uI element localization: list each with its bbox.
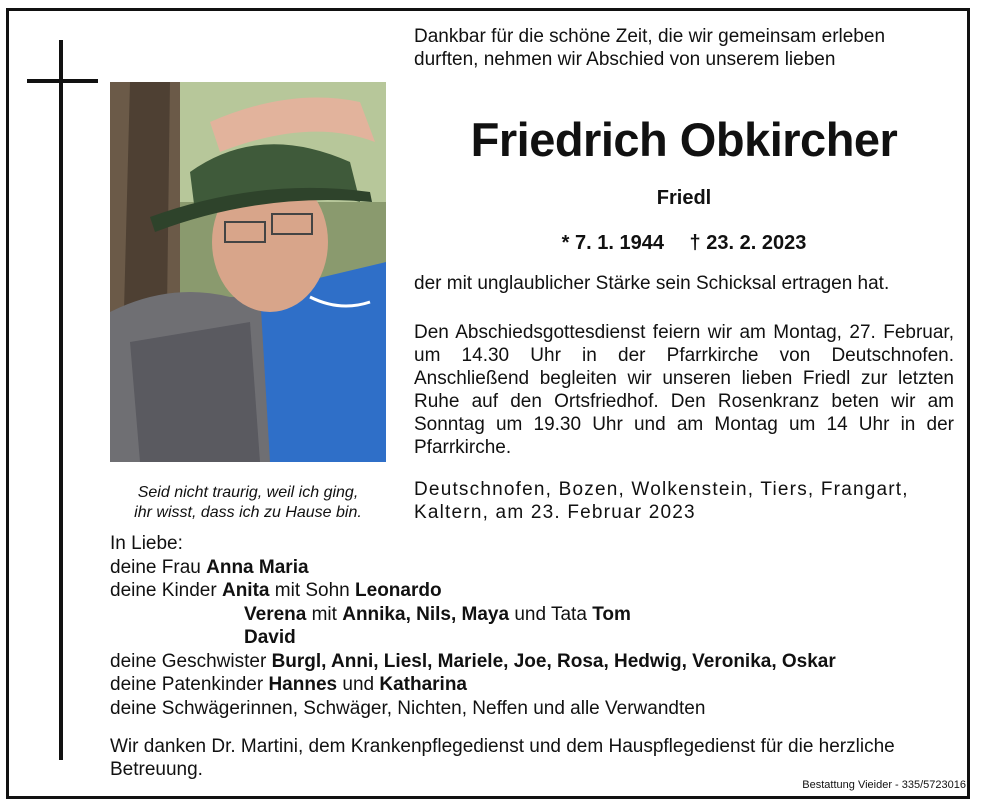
nickname: Friedl bbox=[656, 187, 712, 209]
family-row: deine Frau Anna Maria bbox=[110, 556, 309, 578]
cross-icon bbox=[59, 40, 63, 760]
family-row: deine Patenkinder Hannes und Katharina bbox=[110, 674, 467, 695]
quote-line: ihr wisst, dass ich zu Hause bin. bbox=[134, 504, 362, 521]
family-row: Verena mit Annika, Nils, Maya und Tata Tom bbox=[244, 603, 631, 625]
family-row: deine Schwägerinnen, Schwäger, Nichten, Neffen und alle Verwandten bbox=[110, 697, 706, 719]
family-row: deine Kinder Anita mit Sohn Leonardo bbox=[110, 580, 442, 601]
family-row: deine Geschwister Burgl, Anni, Liesl, Mariele, Joe, Rosa, Hedwig, Veronika, Oskar bbox=[110, 650, 836, 672]
family-heading: In Liebe: bbox=[110, 533, 183, 554]
family-list bbox=[110, 532, 960, 720]
life-dates bbox=[414, 231, 954, 255]
places-date: Deutschnofen, Bozen, Wolkenstein, Tiers, Frangart, Kaltern, am 23. Februar 2023 bbox=[414, 479, 909, 523]
cross-icon-bar bbox=[27, 79, 98, 83]
death-date: † 23. 2. 2023 bbox=[689, 232, 807, 254]
quote-line: Seid nicht traurig, weil ich ging, bbox=[137, 484, 359, 501]
deceased-name: Friedrich Obkircher bbox=[470, 113, 898, 166]
portrait-photo bbox=[110, 82, 386, 462]
thanks-text: Wir danken Dr. Martini, dem Krankenpflegedienst und dem Hauspflegedienst für die herzliche Betreuung. bbox=[110, 736, 895, 780]
tribute-text: der mit unglaublicher Stärke sein Schicksal ertragen hat. bbox=[414, 273, 890, 294]
memorial-quote bbox=[106, 483, 390, 523]
intro-text: Dankbar für die schöne Zeit, die wir gemeinsam erleben durften, nehmen wir Abschied von unserem lieben bbox=[414, 26, 886, 70]
birth-date: * 7. 1. 1944 bbox=[561, 232, 664, 254]
funeral-home-credit: Bestattung Vieider - 335/5723016 bbox=[802, 779, 966, 791]
service-details: Den Abschiedsgottesdienst feiern wir am Montag, 27. Februar, um 14.30 Uhr in der Pfarrkirche von Deutschnofen. Anschließend begleiten wir unseren lieben Friedl zur letzten Ruhe auf den Ortsfriedhof. Den Rosenkranz beten wir am Sonntag um 19.30 Uhr und am Montag um 14 Uhr in der Pfarrkirche. bbox=[414, 322, 954, 458]
family-row: David bbox=[244, 627, 296, 648]
